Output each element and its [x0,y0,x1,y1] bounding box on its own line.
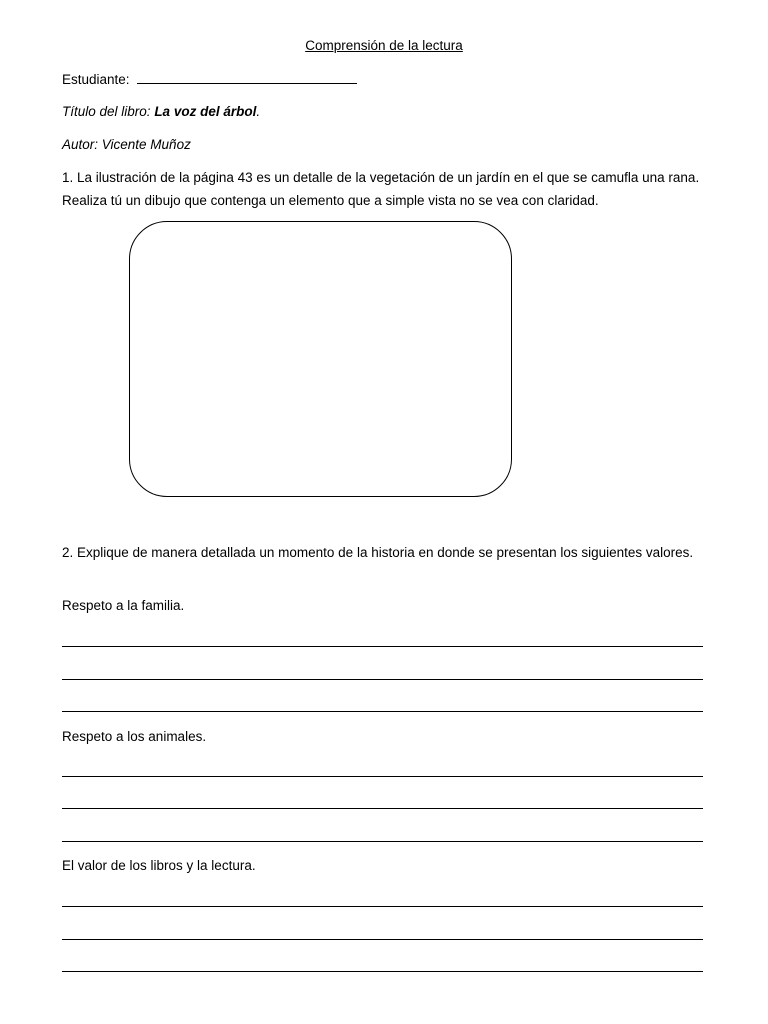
answer-line[interactable] [62,646,703,647]
book-author: Autor: Vicente Muñoz [62,137,191,152]
answer-line[interactable] [62,808,703,809]
answer-line[interactable] [62,906,703,907]
question-1-text: 1. La ilustración de la página 43 es un detalle de la vegetación de un jardín en el que se camufla una rana. Realiza tú un dibujo que contenga un elemento que a simple vista no se vea con claridad. [62,170,700,208]
page-title: Comprensión de la lectura [305,38,463,53]
answer-line[interactable] [62,711,703,712]
value-label-family: Respeto a la familia. [62,598,185,613]
book-title-value: La voz del árbol [154,104,257,119]
student-label: Estudiante: [62,72,130,87]
student-row [62,72,357,87]
book-title-row [62,104,260,119]
value-label-books: El valor de los libros y la lectura. [62,858,256,873]
drawing-box[interactable] [129,221,512,497]
book-title-label: Título del libro: [62,104,151,119]
answer-line[interactable] [62,971,703,972]
answer-line[interactable] [62,776,703,777]
book-title-end: . [256,104,261,119]
student-name-field[interactable] [137,83,357,84]
value-label-animals: Respeto a los animales. [62,729,207,744]
answer-line[interactable] [62,841,703,842]
answer-line[interactable] [62,939,703,940]
answer-line[interactable] [62,679,703,680]
question-2-text: 2. Explique de manera detallada un momento de la historia en donde se presentan los siguientes valores. [62,545,694,560]
